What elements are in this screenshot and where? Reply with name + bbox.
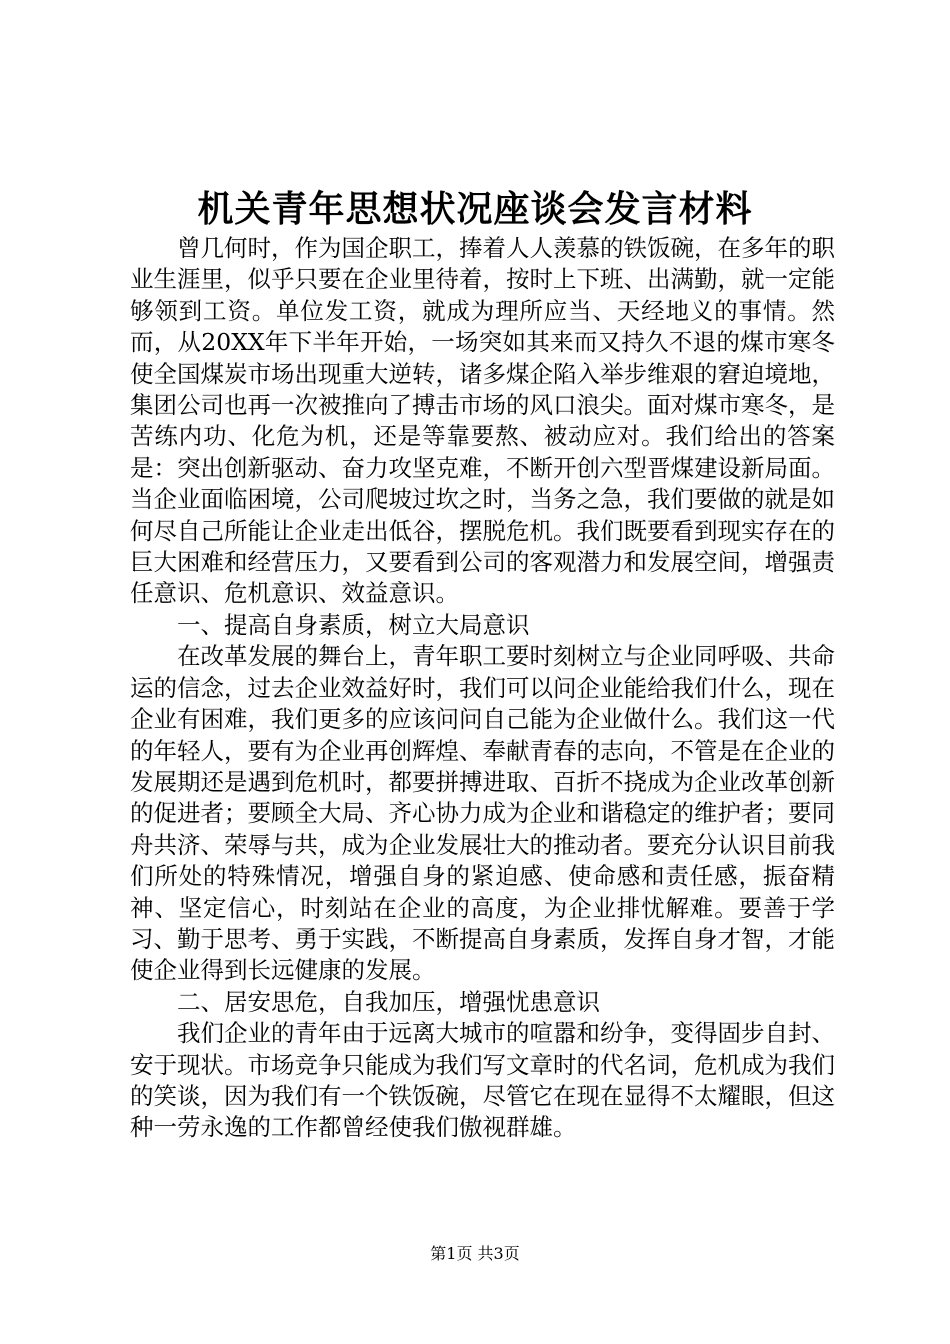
- document-title: 机关青年思想状况座谈会发言材料: [197, 188, 753, 230]
- page-footer: 第1页 共3页: [430, 1244, 520, 1263]
- section-heading-1: 一、提高自身素质，树立大局意识: [177, 610, 530, 639]
- paragraph-section-2: 我们企业的青年由于远离大城市的喧嚣和纷争，变得固步自封、安于现状。市场竞争只能成为我们写文章时的代名词，危机成为我们的笑谈，因为我们有一个铁饭碗，尽管它在现在显得不太耀眼，但这种一劳永逸的工作都曾经使我们傲视群雄。: [130, 1019, 835, 1142]
- paragraph-section-1: 在改革发展的舞台上，青年职工要时刻树立与企业同呼吸、共命运的信念，过去企业效益好时，我们可以问企业能给我们什么，现在企业有困难，我们更多的应该问问自己能为企业做什么。我们这一代的年轻人，要有为企业再创辉煌、奉献青春的志向，不管是在企业的发展期还是遇到危机时，都要拼搏进取、百折不挠成为企业改革创新的促进者；要顾全大局、齐心协力成为企业和谐稳定的维护者；要同舟共济、荣辱与共，成为企业发展壮大的推动者。要充分认识目前我们所处的特殊情况，增强自身的紧迫感、使命感和责任感，振奋精神、坚定信心，时刻站在企业的高度，为企业排忧解难。要善于学习、勤于思考、勇于实践，不断提高自身素质，发挥自身才智，才能使企业得到长远健康的发展。: [130, 642, 835, 985]
- section-heading-2: 二、居安思危，自我加压，增强忧患意识: [177, 987, 600, 1016]
- document-body: [130, 233, 835, 1144]
- paragraph-intro: 曾几何时，作为国企职工，捧着人人羡慕的铁饭碗，在多年的职业生涯里，似乎只要在企业里待着，按时上下班、出满勤，就一定能够领到工资。单位发工资，就成为理所应当、天经地义的事情。然而，从20XX年下半年开始，一场突如其来而又持久不退的煤市寒冬使全国煤炭市场出现重大逆转，诸多煤企陷入举步维艰的窘迫境地，集团公司也再一次被推向了搏击市场的风口浪尖。面对煤市寒冬，是苦练内功、化危为机，还是等靠要熬、被动应对。我们给出的答案是：突出创新驱动、奋力攻坚克难，不断开创六型晋煤建设新局面。当企业面临困境，公司爬坡过坎之时，当务之急，我们要做的就是如何尽自己所能让企业走出低谷，摆脱危机。我们既要看到现实存在的巨大困难和经营压力，又要看到公司的客观潜力和发展空间，增强责任意识、危机意识、效益意识。: [130, 234, 835, 608]
